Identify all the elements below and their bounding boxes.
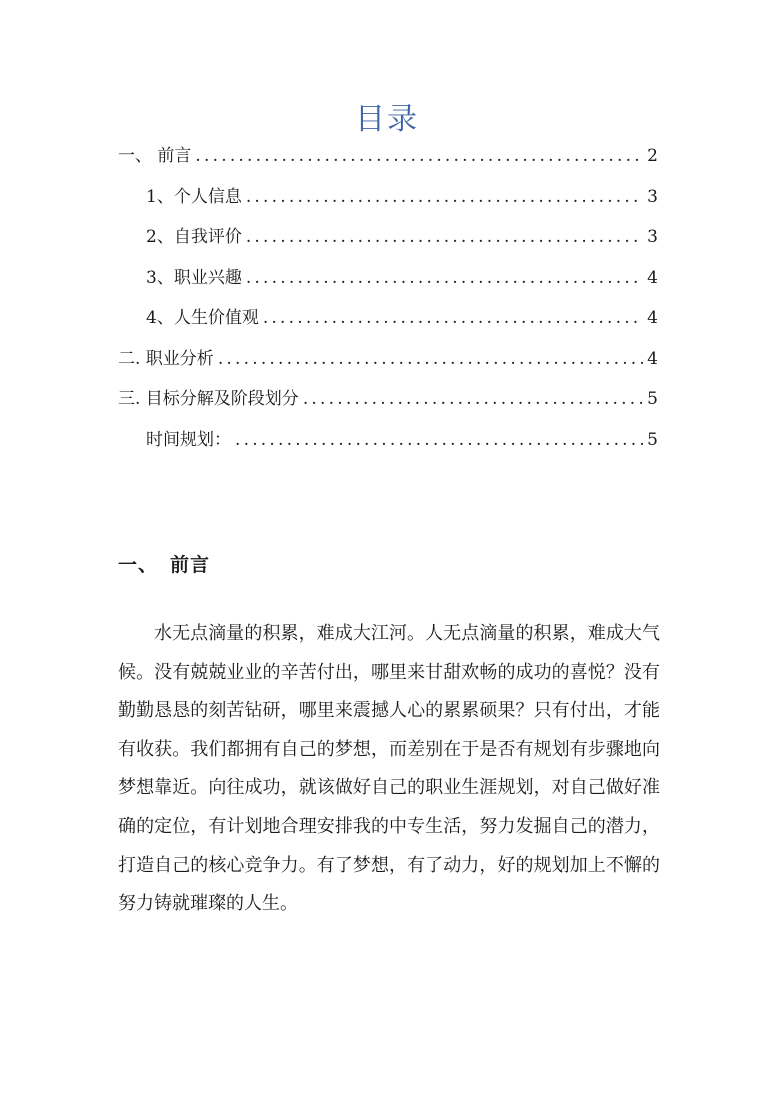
toc-entry-label: 4、人生价值观 <box>146 308 259 328</box>
toc-entry-career-interest[interactable] <box>118 262 658 303</box>
toc-entry-goal-breakdown[interactable] <box>118 383 658 424</box>
toc-entry-page: 3 <box>647 227 658 247</box>
toc-leader-dots <box>303 383 643 415</box>
preface-paragraph: 水无点滴量的积累，难成大江河。人无点滴量的积累，难成大气候。没有兢兢业业的辛苦付出，哪里来甘甜欢畅的成功的喜悦？没有勤勤恳恳的刻苦钻研，哪里来震撼人心的累累硕果？只有付出，才能有收获。我们都拥有自己的梦想，而差别在于是否有规划有步骤地向梦想靠近。向往成功，就该做好自己的职业生涯规划，对自己做好准确的定位，有计划地合理安排我的中专生活，努力发掘自己的潜力，打造自己的核心竞争力。有了梦想，有了动力，好的规划加上不懈的努力铸就璀璨的人生。 <box>118 623 660 915</box>
toc-entry-personal-info[interactable] <box>118 181 658 222</box>
toc-entry-time-planning[interactable] <box>118 424 658 465</box>
section-title: 前言 <box>170 554 211 576</box>
section-number: 一、 <box>118 554 159 576</box>
toc-entry-page: 4 <box>647 267 658 288</box>
toc-entry-label: 时间规划： <box>146 429 231 450</box>
toc-entry-page: 5 <box>647 389 658 409</box>
toc-entry-page: 4 <box>647 308 658 328</box>
toc-entry-label: 一、 前言 <box>118 146 192 166</box>
table-of-contents <box>118 140 658 464</box>
toc-leader-dots <box>246 221 643 253</box>
toc-leader-dots <box>246 181 643 213</box>
toc-leader-dots <box>235 424 643 456</box>
toc-entry-page: 2 <box>647 146 658 166</box>
toc-leader-dots <box>263 302 643 334</box>
toc-entry-page: 4 <box>647 348 658 369</box>
section-heading-preface <box>118 550 210 577</box>
toc-entry-career-analysis[interactable] <box>118 343 658 384</box>
toc-entry-label: 3、职业兴趣 <box>146 267 242 288</box>
toc-entry-label: 二. 职业分析 <box>118 348 214 369</box>
toc-entry-page: 3 <box>647 186 658 207</box>
toc-leader-dots <box>218 343 643 375</box>
toc-leader-dots <box>195 140 643 172</box>
toc-entry-label: 1、个人信息 <box>146 186 242 207</box>
toc-title: 目录 <box>355 102 419 137</box>
toc-entry-label: 2、自我评价 <box>146 227 242 247</box>
toc-entry-page: 5 <box>647 429 658 450</box>
toc-entry-life-values[interactable] <box>118 302 658 343</box>
toc-leader-dots <box>246 262 643 294</box>
toc-entry-preface[interactable] <box>118 140 658 181</box>
toc-entry-self-evaluation[interactable] <box>118 221 658 262</box>
toc-entry-label: 三. 目标分解及阶段划分 <box>118 389 299 409</box>
